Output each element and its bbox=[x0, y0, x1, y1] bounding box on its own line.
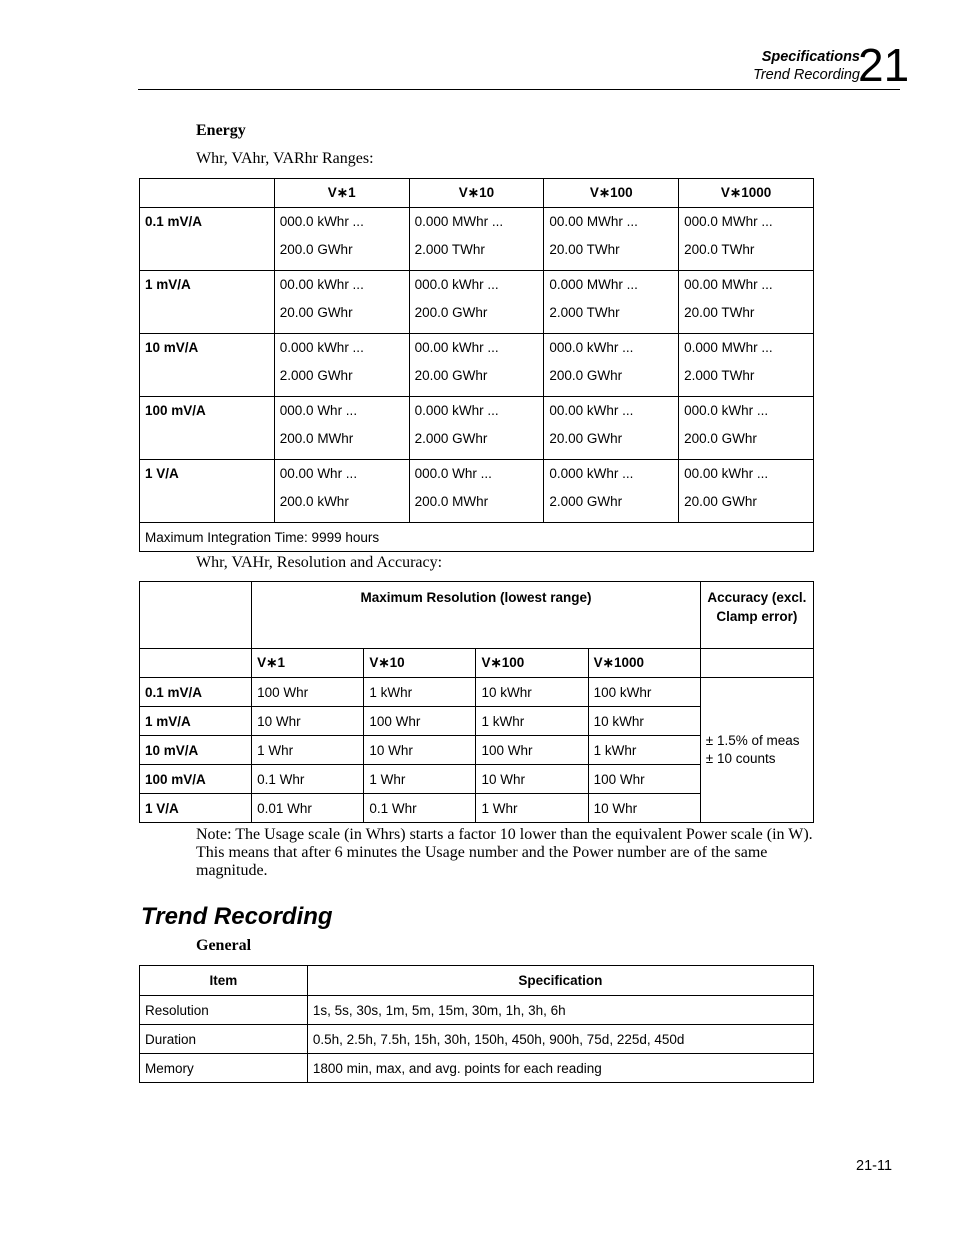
table-cell: 10 Whr bbox=[364, 736, 476, 765]
empty-cell bbox=[700, 649, 813, 678]
table-header-row bbox=[140, 582, 814, 649]
energy-ranges-table bbox=[139, 178, 814, 552]
spec-cell: 0.5h, 2.5h, 7.5h, 15h, 30h, 150h, 450h, 900h, 75d, 225d, 450d bbox=[307, 1025, 813, 1054]
table-row bbox=[140, 460, 814, 523]
table-cell: 100 Whr bbox=[252, 678, 364, 707]
table-cell: 000.0 kWhr ... 200.0 GWhr bbox=[409, 271, 544, 334]
table-subheader-row bbox=[140, 649, 814, 678]
ranges-caption: Whr, VAhr, VARhr Ranges: bbox=[196, 150, 374, 167]
table-cell: 000.0 kWhr ... 200.0 GWhr bbox=[274, 208, 409, 271]
column-header: V∗1 bbox=[274, 179, 409, 208]
column-header: V∗1000 bbox=[588, 649, 700, 678]
row-label: 0.1 mV/A bbox=[140, 208, 275, 271]
table-cell: 100 Whr bbox=[364, 707, 476, 736]
row-label: 100 mV/A bbox=[140, 397, 275, 460]
column-header: V∗1000 bbox=[679, 179, 814, 208]
column-header: V∗100 bbox=[476, 649, 588, 678]
table-cell: 0.1 Whr bbox=[252, 765, 364, 794]
table-row bbox=[140, 1054, 814, 1083]
item-cell: Resolution bbox=[140, 996, 308, 1025]
table-row bbox=[140, 271, 814, 334]
corner-cell bbox=[140, 649, 252, 678]
table-cell: 00.00 kWhr ... 20.00 GWhr bbox=[544, 397, 679, 460]
row-label: 1 mV/A bbox=[140, 271, 275, 334]
table-cell: 00.00 MWhr ... 20.00 TWhr bbox=[679, 271, 814, 334]
table-cell: 0.01 Whr bbox=[252, 794, 364, 823]
row-label: 1 V/A bbox=[140, 794, 252, 823]
corner-cell bbox=[140, 582, 252, 649]
table-row bbox=[140, 397, 814, 460]
item-cell: Duration bbox=[140, 1025, 308, 1054]
table-cell: 0.000 kWhr ... 2.000 GWhr bbox=[274, 334, 409, 397]
usage-scale-note: Note: The Usage scale (in Whrs) starts a factor 10 lower than the equivalent Power scale (in W). This means that after 6 minutes the Usage number and the Power number are of the same magnitude. bbox=[196, 826, 813, 879]
row-label: 10 mV/A bbox=[140, 736, 252, 765]
table-cell: 1 kWhr bbox=[364, 678, 476, 707]
row-label: 100 mV/A bbox=[140, 765, 252, 794]
column-header-spec: Specification bbox=[307, 966, 813, 996]
table-cell: 000.0 kWhr ... 200.0 GWhr bbox=[679, 397, 814, 460]
table-cell: 0.000 kWhr ... 2.000 GWhr bbox=[544, 460, 679, 523]
item-cell: Memory bbox=[140, 1054, 308, 1083]
header-title: Specifications bbox=[761, 49, 860, 65]
table-row bbox=[140, 1025, 814, 1054]
accuracy-header: Accuracy (excl. Clamp error) bbox=[700, 582, 813, 649]
table-row bbox=[140, 678, 814, 707]
chapter-number: 21 bbox=[858, 39, 910, 91]
running-header bbox=[753, 48, 860, 84]
column-header-item: Item bbox=[140, 966, 308, 996]
table-cell: 00.00 kWhr ... 20.00 GWhr bbox=[679, 460, 814, 523]
table-cell: 1 Whr bbox=[476, 794, 588, 823]
corner-cell bbox=[140, 179, 275, 208]
row-label: 1 V/A bbox=[140, 460, 275, 523]
table-cell: 100 Whr bbox=[588, 765, 700, 794]
table-cell: 0.1 Whr bbox=[364, 794, 476, 823]
row-label: 10 mV/A bbox=[140, 334, 275, 397]
column-header: V∗10 bbox=[409, 179, 544, 208]
table-cell: 00.00 MWhr ... 20.00 TWhr bbox=[544, 208, 679, 271]
table-cell: 000.0 Whr ... 200.0 MWhr bbox=[409, 460, 544, 523]
table-row bbox=[140, 208, 814, 271]
table-cell: 1 kWhr bbox=[588, 736, 700, 765]
table-cell: 0.000 kWhr ... 2.000 GWhr bbox=[409, 397, 544, 460]
table-cell: 0.000 MWhr ... 2.000 TWhr bbox=[679, 334, 814, 397]
table-cell: 00.00 kWhr ... 20.00 GWhr bbox=[409, 334, 544, 397]
accuracy-line-1: ± 1.5% of meas bbox=[705, 733, 800, 748]
table-cell: 0.000 MWhr ... 2.000 TWhr bbox=[409, 208, 544, 271]
header-subtitle: Trend Recording bbox=[753, 67, 860, 83]
table-row bbox=[140, 996, 814, 1025]
table-cell: 100 kWhr bbox=[588, 678, 700, 707]
resolution-accuracy-table bbox=[139, 581, 814, 823]
table-cell: 1 kWhr bbox=[476, 707, 588, 736]
max-integration-time: Maximum Integration Time: 9999 hours bbox=[140, 523, 814, 552]
table-footer-row bbox=[140, 523, 814, 552]
column-header: V∗100 bbox=[544, 179, 679, 208]
table-cell: 1 Whr bbox=[364, 765, 476, 794]
table-cell: 10 Whr bbox=[252, 707, 364, 736]
table-cell: 000.0 Whr ... 200.0 MWhr bbox=[274, 397, 409, 460]
table-cell: 0.000 MWhr ... 2.000 TWhr bbox=[544, 271, 679, 334]
table-cell: 1 Whr bbox=[252, 736, 364, 765]
table-header-row bbox=[140, 179, 814, 208]
energy-heading: Energy bbox=[196, 122, 246, 139]
table-cell: 10 kWhr bbox=[588, 707, 700, 736]
table-cell: 100 Whr bbox=[476, 736, 588, 765]
trend-general-table bbox=[139, 965, 814, 1083]
table-cell: 000.0 kWhr ... 200.0 GWhr bbox=[544, 334, 679, 397]
section-heading: Trend Recording bbox=[141, 903, 333, 930]
table-cell: 10 Whr bbox=[588, 794, 700, 823]
max-resolution-header: Maximum Resolution (lowest range) bbox=[252, 582, 701, 649]
general-heading: General bbox=[196, 937, 252, 954]
table-cell: 00.00 Whr ... 200.0 kWhr bbox=[274, 460, 409, 523]
table-row bbox=[140, 334, 814, 397]
table-cell: 10 kWhr bbox=[476, 678, 588, 707]
row-label: 0.1 mV/A bbox=[140, 678, 252, 707]
spec-cell: 1s, 5s, 30s, 1m, 5m, 15m, 30m, 1h, 3h, 6h bbox=[307, 996, 813, 1025]
page-number: 21-11 bbox=[856, 1158, 893, 1174]
table-cell: 10 Whr bbox=[476, 765, 588, 794]
column-header: V∗1 bbox=[252, 649, 364, 678]
table-cell: 00.00 kWhr ... 20.00 GWhr bbox=[274, 271, 409, 334]
spec-cell: 1800 min, max, and avg. points for each reading bbox=[307, 1054, 813, 1083]
row-label: 1 mV/A bbox=[140, 707, 252, 736]
table-cell: 000.0 MWhr ... 200.0 TWhr bbox=[679, 208, 814, 271]
column-header: V∗10 bbox=[364, 649, 476, 678]
header-rule bbox=[138, 89, 900, 90]
table-header-row bbox=[140, 966, 814, 996]
accuracy-value bbox=[700, 678, 813, 823]
accuracy-line-2: ± 10 counts bbox=[705, 751, 776, 766]
resolution-caption: Whr, VAHr, Resolution and Accuracy: bbox=[196, 554, 443, 571]
